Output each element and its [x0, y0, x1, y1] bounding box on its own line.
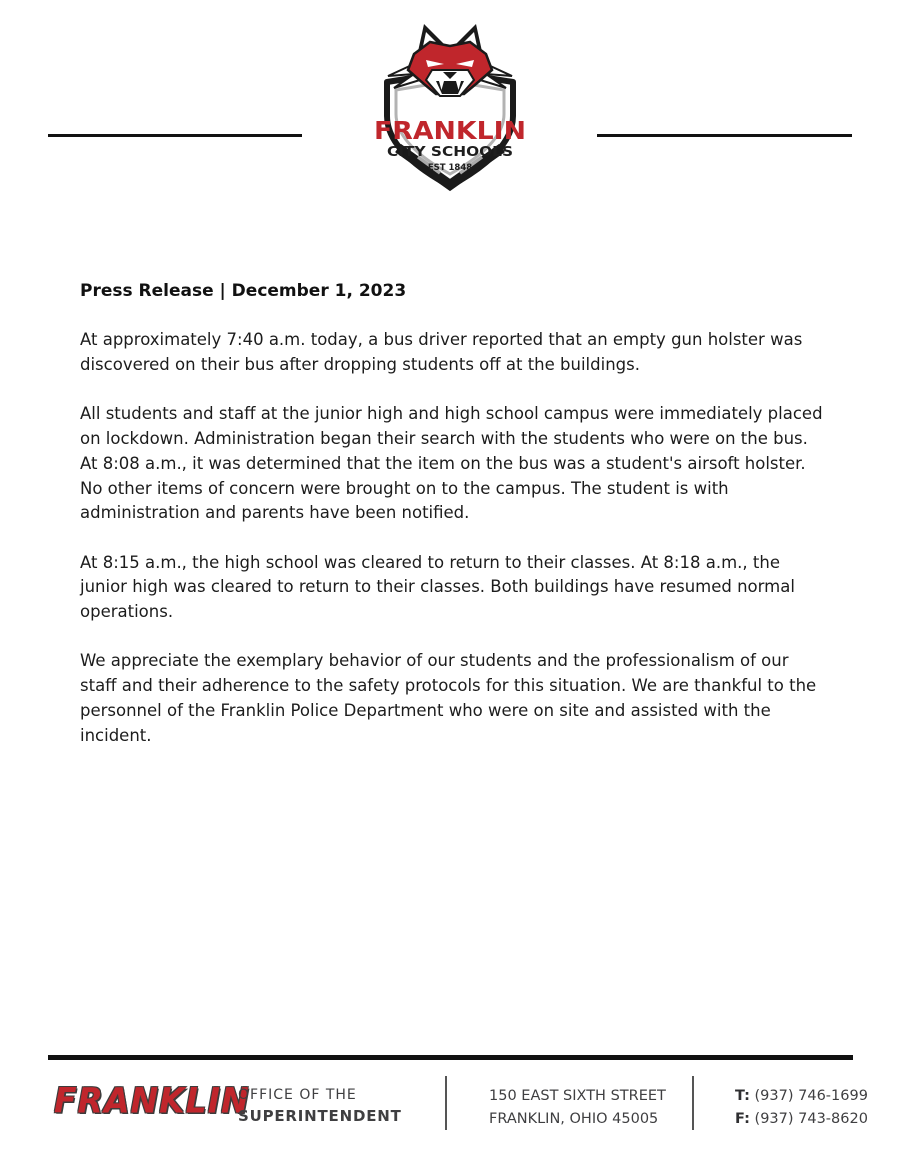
paragraph-incident-report: At approximately 7:40 a.m. today, a bus driver reported that an empty gun holster was discovered on their bus after dropping students off at the buildings. [80, 330, 803, 375]
franklin-wordmark-logo: FRANKLIN [54, 1080, 250, 1121]
paragraph-appreciation: We appreciate the exemplary behavior of our students and the professionalism of our staff and their adherence to the safety protocols for this situation. We are thankful to the personnel of the Franklin Police Department who were on site and assisted with the incident. [80, 651, 817, 745]
footer-rule [48, 1055, 853, 1060]
header-rule-left [48, 134, 302, 137]
crest-name-text: FRANKLIN [374, 116, 526, 145]
address-city: FRANKLIN, OHIO 45005 [489, 1111, 659, 1127]
footer-divider-1 [445, 1076, 447, 1130]
paragraph-lockdown-details: All students and staff at the junior high and high school campus were immediately placed on lockdown. Administration began their search with the students who were on the bus. At 8:08 a.m., it was determined that the item on the bus was a student's airsoft holster. No other items of concern were brought on to the campus. The student is with administration and parents have been notified. [80, 404, 823, 523]
paragraph-all-clear: At 8:15 a.m., the high school was cleared to return to their classes. At 8:18 a.m., the junior high was cleared to return to their classes. Both buildings have resumed normal operations. [80, 552, 795, 622]
fax-number: (937) 743-8620 [754, 1111, 868, 1127]
crest-est-text: EST 1848 [427, 163, 473, 173]
office-line2: SUPERINTENDENT [238, 1107, 402, 1125]
header-rule-right [597, 134, 852, 137]
press-release-heading: Press Release | December 1, 2023 [80, 281, 407, 301]
press-release-body [80, 279, 828, 773]
contact-numbers-block [735, 1085, 868, 1131]
fax-line [735, 1108, 868, 1131]
phone-line [735, 1085, 868, 1108]
office-line1: OFFICE OF THE [238, 1087, 357, 1103]
address-street: 150 EAST SIXTH STREET [489, 1088, 666, 1104]
phone-label: T: [735, 1088, 750, 1104]
fax-label: F: [735, 1111, 750, 1127]
school-crest-logo [368, 18, 532, 194]
footer-divider-2 [692, 1076, 694, 1130]
phone-number: (937) 746-1699 [754, 1088, 868, 1104]
crest-subname-text: CITY SCHOOLS [387, 144, 513, 160]
wildcat-shield-icon [368, 18, 532, 194]
address-block [489, 1085, 666, 1131]
office-title-block [238, 1085, 402, 1127]
